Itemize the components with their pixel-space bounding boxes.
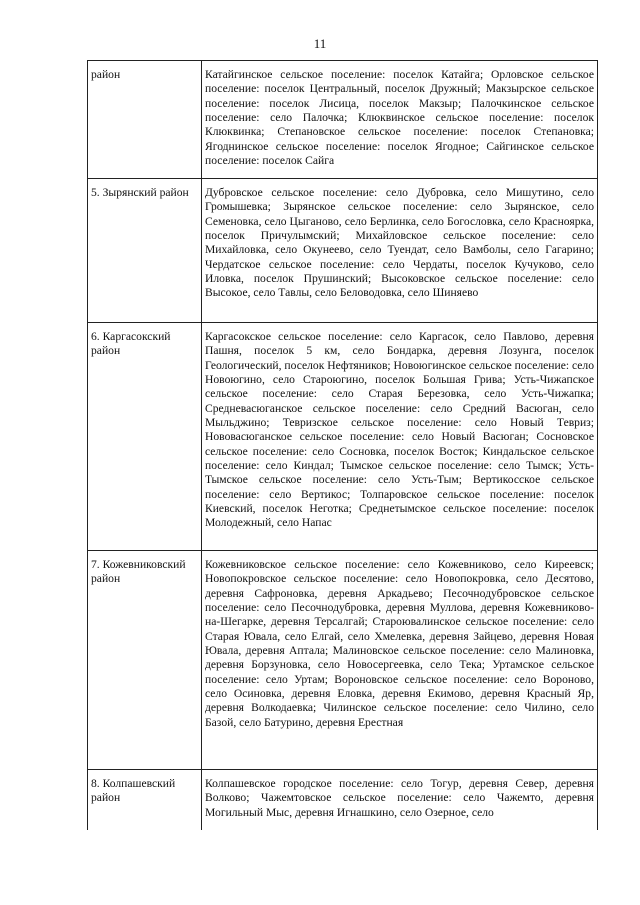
settlements-cell: Каргасокское сельское поселение: село Каргасок, село Павлово, деревня Пашня, поселок 5 км, село Бондарка, деревня Лозунга, поселок Геологический, поселок Нефтяников; Новоюгинское сельское поселение: село Новоюгино, село Староюгино, поселок Большая Грива; Усть-Чижапское сельское поселение: село Старая Березовка, село Усть-Чижапка; Средневасюганское сельское поселение: село Средний Васюган, село Мыльджино; Тевризское сельское поселение: село Новый Тевриз; Нововасюганское сельское поселение: село Новый Васюган; Сосновское сельское поселение: село Сосновка, поселок Восток; Киндальское сельское поселение: село Киндал; Тымское сельское поселение: село Тымск; Усть-Тымское сельское поселение: село Усть-Тым; Вертикосское сельское поселение: село Вертикос; Толпаровское сельское поселение: поселок Киевский, поселок Неготка; Среднетымское сельское поселение: поселок Молодежный, село Напас xyxy=(202,323,598,551)
district-cell: 6. Каргасокский район xyxy=(88,323,202,551)
settlements-cell: Кожевниковское сельское поселение: село Кожевниково, село Киреевск; Новопокровское сельское поселение: село Новопокровка, село Десятово, деревня Сафроновка, деревня Аркадьево; Песочнодубровское сельское поселение: село Песочнодубровка, деревня Муллова, деревня Кожевниково-на-Шегарке, деревня Терсалгай; Староювалинское сельское поселение: село Старая Ювала, село Елгай, село Хмелевка, деревня Зайцево, деревня Новая Ювала, деревня Аптала; Малиновское сельское поселение: село Малиновка, деревня Борзуновка, село Новосергеевка, село Тека; Уртамское сельское поселение: село Уртам; Вороновское сельское поселение: село Вороново, село Осиновка, деревня Еловка, деревня Екимово, деревня Красный Яр, деревня Волкодаевка; Чилинское сельское поселение: село Чилино, село Базой, село Батурино, деревня Ерестная xyxy=(202,551,598,770)
table-row xyxy=(88,61,598,179)
table-row xyxy=(88,551,598,770)
settlements-table xyxy=(87,60,598,830)
district-cell: 5. Зырянский район xyxy=(88,179,202,323)
table-row xyxy=(88,179,598,323)
settlements-cell: Катайгинское сельское поселение: поселок Катайга; Орловское сельское поселение: поселок Центральный, поселок Дружный; Макзырское сельское поселение: поселок Лисица, поселок Макзыр; Палочкинское сельское поселение: село Палочка; Клюквинское сельское поселение: поселок Клюквинка; Степановское сельское поселение: поселок Степановка; Ягоднинское сельское поселение: поселок Ягодное; Сайгинское сельское поселение: поселок Сайга xyxy=(202,61,598,179)
table-row xyxy=(88,323,598,551)
settlements-cell: Дубровское сельское поселение: село Дубровка, село Мишутино, село Громышевка; Зырянское сельское поселение: село Зырянское, село Семеновка, село Цыганово, село Берлинка, село Богословка, село Красноярка, поселок Причулымский; Михайловское сельское поселение: село Михайловка, село Окунеево, село Туендат, село Вамболы, село Гагарино; Чердатское сельское поселение: село Чердаты, поселок Кучуково, село Иловка, поселок Прушинский; Высоковское сельское поселение: село Высокое, село Тавлы, село Беловодовка, село Шиняево xyxy=(202,179,598,323)
table-row xyxy=(88,770,598,831)
page-number: 11 xyxy=(313,36,327,51)
settlements-cell: Колпашевское городское поселение: село Тогур, деревня Север, деревня Волково; Чажемтовское сельское поселение: село Чажемто, деревня Могильный Мыс, деревня Игнашкино, село Озерное, село xyxy=(202,770,598,831)
district-cell: 7. Кожевниковский район xyxy=(88,551,202,770)
district-cell: район xyxy=(88,61,202,179)
district-cell: 8. Колпашевский район xyxy=(88,770,202,831)
